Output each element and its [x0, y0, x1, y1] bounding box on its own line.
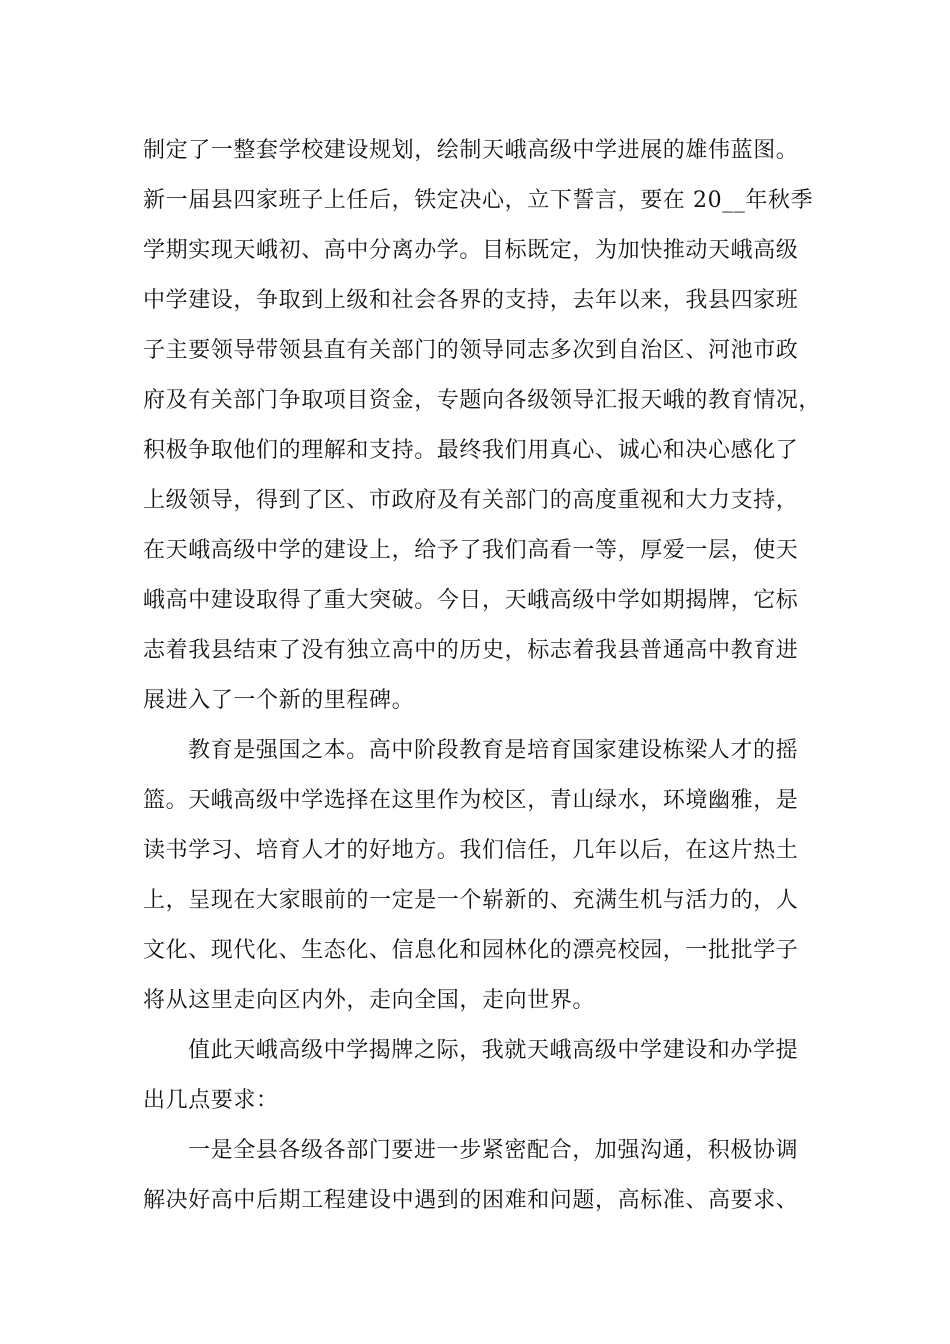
text-line: 学期实现天峨初、高中分离办学。目标既定，为加快推动天峨高级 — [143, 238, 799, 263]
text-line: 在天峨高级中学的建设上，给予了我们高看一等，厚爱一层，使天 — [143, 538, 799, 563]
text-line: 文化、现代化、生态化、信息化和园林化的漂亮校园，一批批学子 — [143, 938, 799, 963]
text-line: 篮。天峨高级中学选择在这里作为校区，青山绿水，环境幽雅，是 — [143, 788, 799, 813]
text-line: 出几点要求： — [143, 1088, 279, 1113]
text-line: 峨高中建设取得了重大突破。今日，天峨高级中学如期揭牌，它标 — [143, 588, 799, 613]
text-line: 子主要领导带领县直有关部门的领导同志多次到自治区、河池市政 — [143, 338, 799, 363]
paragraph-start-line: 值此天峨高级中学揭牌之际，我就天峨高级中学建设和办学提 — [188, 1038, 799, 1063]
paragraph-start-line: 教育是强国之本。高中阶段教育是培育国家建设栋梁人才的摇 — [188, 738, 799, 763]
text-line: 解决好高中后期工程建设中遇到的困难和问题，高标准、高要求、 — [143, 1188, 799, 1213]
text-line: 新一届县四家班子上任后，铁定决心，立下誓言，要在 20__年秋季 — [143, 188, 814, 213]
text-line: 积极争取他们的理解和支持。最终我们用真心、诚心和决心感化了 — [143, 438, 799, 463]
paragraph-start-line: 一是全县各级各部门要进一步紧密配合，加强沟通，积极协调 — [188, 1138, 799, 1163]
text-line: 读书学习、培育人才的好地方。我们信任，几年以后，在这片热土 — [143, 838, 799, 863]
text-line: 上级领导，得到了区、市政府及有关部门的高度重视和大力支持， — [143, 488, 799, 513]
document-body — [143, 126, 823, 1226]
text-line: 府及有关部门争取项目资金，专题向各级领导汇报天峨的教育情况， — [143, 388, 822, 413]
text-line: 中学建设，争取到上级和社会各界的支持，去年以来，我县四家班 — [143, 288, 799, 313]
text-line: 制定了一整套学校建设规划，绘制天峨高级中学进展的雄伟蓝图。 — [143, 138, 799, 163]
text-line: 将从这里走向区内外，走向全国，走向世界。 — [143, 988, 596, 1013]
text-line: 上，呈现在大家眼前的一定是一个崭新的、充满生机与活力的，人 — [143, 888, 799, 913]
text-line: 志着我县结束了没有独立高中的历史，标志着我县普通高中教育进 — [143, 638, 799, 663]
text-line: 展进入了一个新的里程碑。 — [143, 688, 415, 713]
